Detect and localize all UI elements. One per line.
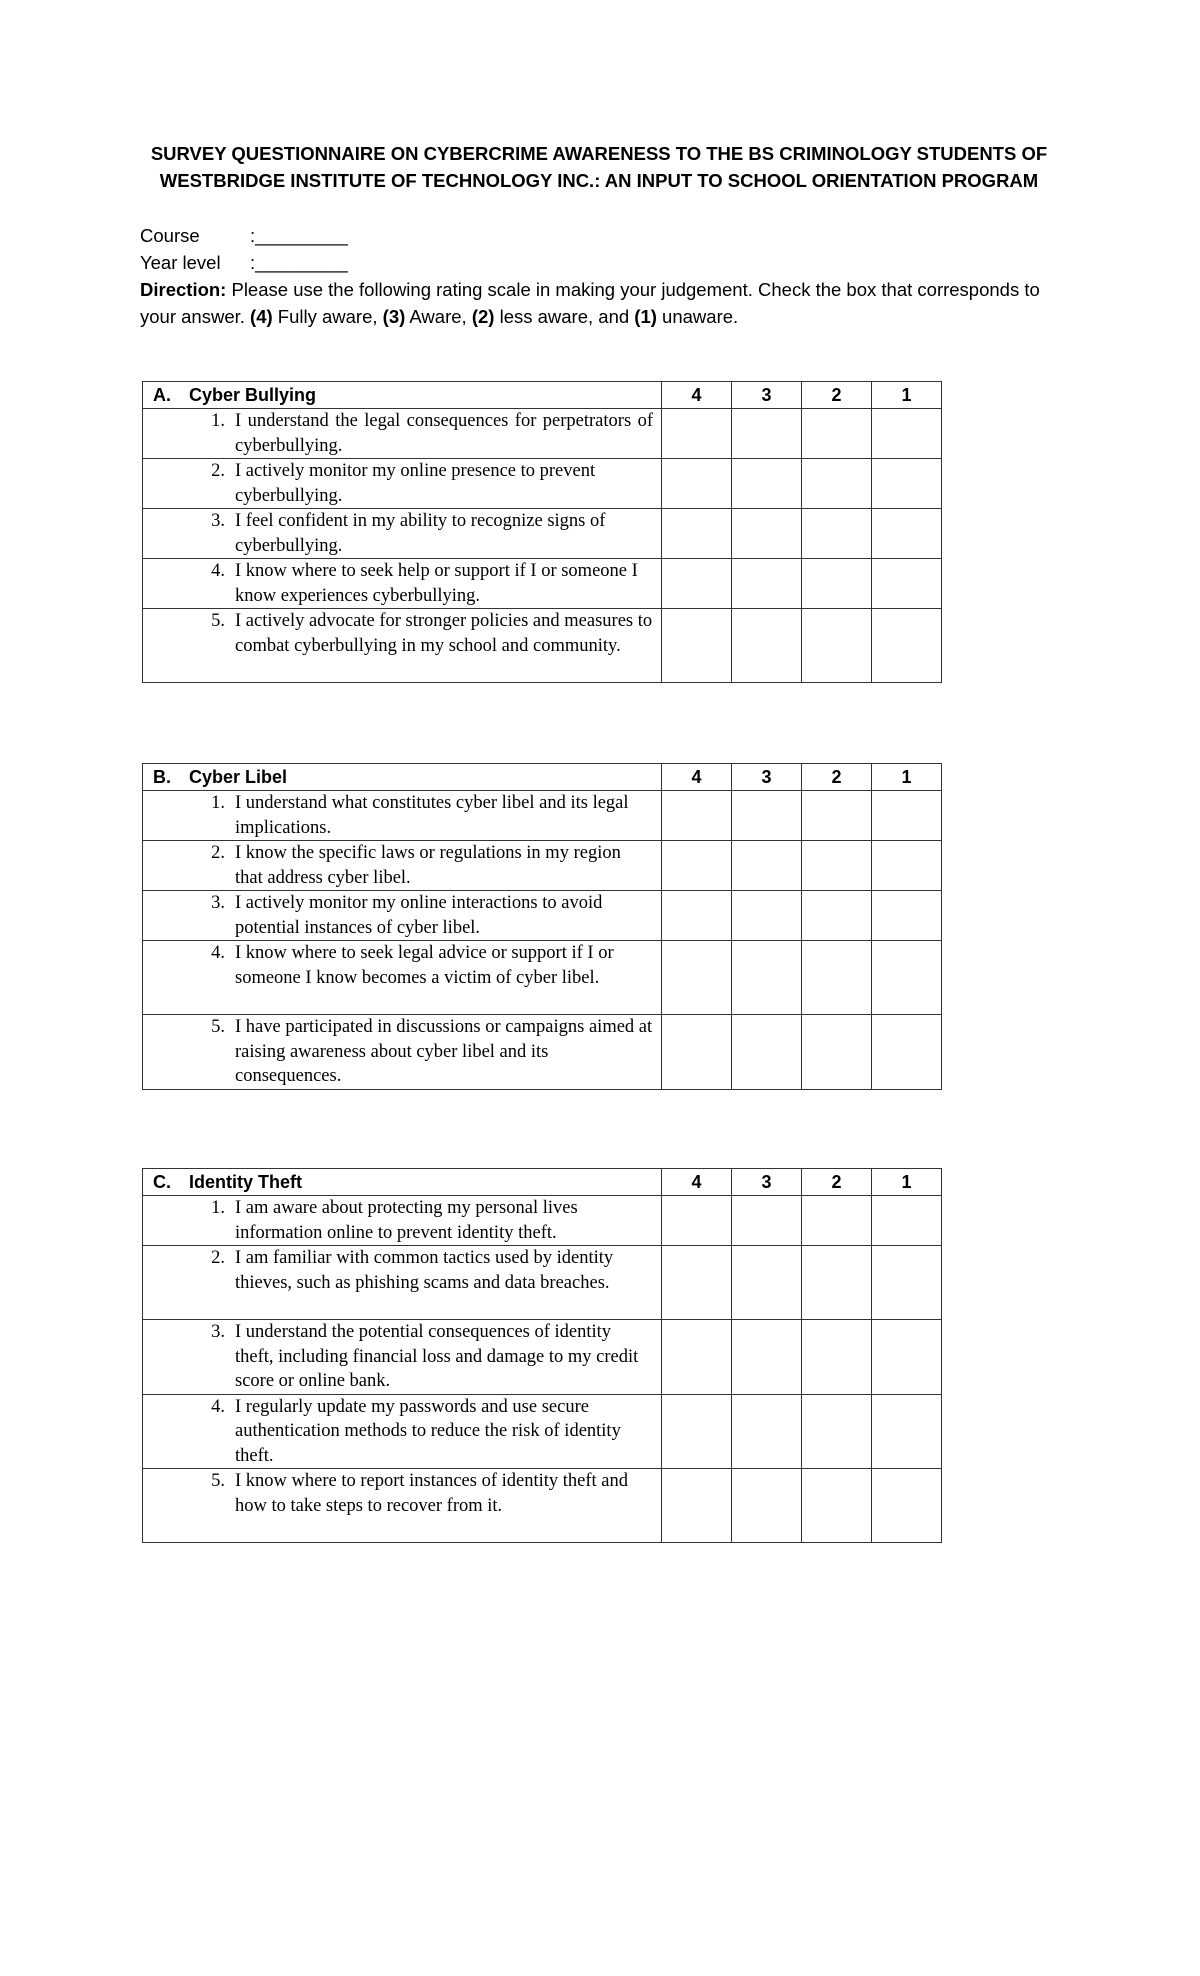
question-number: 4.	[211, 1396, 225, 1417]
rating-box-2[interactable]	[802, 841, 872, 891]
rating-box-4[interactable]	[662, 941, 732, 1015]
rating-box-2[interactable]	[802, 1469, 872, 1543]
rating-box-1[interactable]	[872, 941, 942, 1015]
question-number: 2.	[211, 1248, 225, 1268]
question-number: 3.	[211, 511, 225, 531]
question-text: I know where to report instances of identity theft and how to take steps to recover from it.	[235, 1471, 629, 1516]
scale-3-header: 3	[732, 1169, 802, 1196]
rating-box-1[interactable]	[872, 791, 942, 841]
rating-box-1[interactable]	[872, 1394, 942, 1469]
question-row	[143, 459, 942, 509]
rating-box-3[interactable]	[732, 1196, 802, 1246]
question-number: 4.	[211, 561, 225, 581]
scale-3-header: 3	[732, 764, 802, 791]
section-title-cell: C. Identity Theft	[143, 1169, 662, 1196]
direction-text: Direction: Please use the following rating scale in making your judgement. Check the box that corresponds to your answer. (4) Fully aware, (3) Aware, (2) less aware, and (1) unaware.	[140, 279, 1040, 327]
rating-box-3[interactable]	[732, 941, 802, 1015]
scale-4-header: 4	[662, 382, 732, 409]
rating-box-1[interactable]	[872, 841, 942, 891]
rating-box-1[interactable]	[872, 459, 942, 509]
section-title: Identity Theft	[189, 1172, 302, 1192]
question-text: I understand the potential consequences of identity theft, including financial loss and damage to my credit score or online bank.	[235, 1322, 639, 1391]
rating-box-2[interactable]	[802, 459, 872, 509]
question-row	[143, 941, 942, 1015]
rating-box-1[interactable]	[872, 1469, 942, 1543]
section-title: Cyber Bullying	[189, 385, 317, 405]
rating-box-4[interactable]	[662, 409, 732, 459]
question-number: 3.	[211, 1322, 225, 1342]
rating-box-4[interactable]	[662, 609, 732, 683]
question-text: I have participated in discussions or campaigns aimed at raising awareness about cyber libel and its consequences.	[235, 1017, 653, 1086]
rating-box-2[interactable]	[802, 509, 872, 559]
rating-box-2[interactable]	[802, 941, 872, 1015]
course-label: Course	[140, 225, 200, 246]
question-number: 5.	[211, 1471, 225, 1491]
rating-box-3[interactable]	[732, 891, 802, 941]
question-number: 4.	[211, 943, 225, 963]
scale-2-header: 2	[802, 382, 872, 409]
rating-box-3[interactable]	[732, 841, 802, 891]
rating-box-3[interactable]	[732, 1246, 802, 1320]
rating-box-4[interactable]	[662, 841, 732, 891]
rating-box-4[interactable]	[662, 1015, 732, 1090]
rating-box-3[interactable]	[732, 559, 802, 609]
title-line-1: SURVEY QUESTIONNAIRE ON CYBERCRIME AWARENESS TO THE BS CRIMINOLOGY STUDENTS OF	[150, 143, 1048, 164]
question-text: I actively advocate for stronger policies and measures to combat cyberbullying in my school and community.	[235, 611, 653, 656]
rating-box-3[interactable]	[732, 1015, 802, 1090]
question-row	[143, 1015, 942, 1090]
rating-box-2[interactable]	[802, 609, 872, 683]
rating-box-3[interactable]	[732, 1320, 802, 1395]
rating-box-1[interactable]	[872, 609, 942, 683]
scale-1-header: 1	[872, 764, 942, 791]
rating-box-1[interactable]	[872, 1196, 942, 1246]
question-text: I actively monitor my online interactions to avoid potential instances of cyber libel.	[235, 893, 603, 938]
scale-2-header: 2	[802, 764, 872, 791]
rating-box-4[interactable]	[662, 791, 732, 841]
rating-box-1[interactable]	[872, 1320, 942, 1395]
section-header	[143, 764, 942, 791]
rating-box-3[interactable]	[732, 409, 802, 459]
rating-box-3[interactable]	[732, 459, 802, 509]
rating-box-4[interactable]	[662, 559, 732, 609]
rating-box-2[interactable]	[802, 559, 872, 609]
scale-4-header: 4	[662, 764, 732, 791]
question-row	[143, 791, 942, 841]
question-number: 1.	[211, 1198, 225, 1218]
survey-title	[140, 140, 1058, 194]
question-number: 5.	[211, 611, 225, 631]
rating-box-4[interactable]	[662, 1394, 732, 1469]
section-title-cell: A. Cyber Bullying	[143, 382, 662, 409]
rating-box-4[interactable]	[662, 459, 732, 509]
question-text: I am aware about protecting my personal lives information online to prevent identity theft.	[235, 1198, 578, 1243]
rating-box-2[interactable]	[802, 1196, 872, 1246]
year-level-row	[140, 249, 1040, 276]
rating-box-1[interactable]	[872, 409, 942, 459]
rating-box-2[interactable]	[802, 1320, 872, 1395]
scale-3-header: 3	[732, 382, 802, 409]
year-level-field[interactable]: :_________	[250, 252, 348, 273]
section-header	[143, 382, 942, 409]
question-text: I know where to seek help or support if I or someone I know experiences cyberbullying.	[235, 561, 638, 606]
rating-box-2[interactable]	[802, 1015, 872, 1090]
section-b-table	[142, 763, 942, 1090]
question-number: 1.	[211, 793, 225, 813]
question-row	[143, 409, 942, 459]
question-number: 5.	[211, 1017, 225, 1037]
question-text: I am familiar with common tactics used by identity thieves, such as phishing scams and data breaches.	[235, 1248, 614, 1293]
rating-box-2[interactable]	[802, 1246, 872, 1320]
question-row	[143, 1394, 942, 1469]
rating-box-3[interactable]	[732, 791, 802, 841]
section-c-table	[142, 1168, 942, 1543]
rating-box-4[interactable]	[662, 1469, 732, 1543]
question-text: I know where to seek legal advice or support if I or someone I know becomes a victim of cyber libel.	[235, 943, 614, 988]
question-number: 1.	[211, 411, 225, 431]
question-row	[143, 609, 942, 683]
rating-box-1[interactable]	[872, 509, 942, 559]
rating-box-4[interactable]	[662, 509, 732, 559]
scale-4-header: 4	[662, 1169, 732, 1196]
scale-1-header: 1	[872, 382, 942, 409]
section-a-table	[142, 381, 942, 683]
question-number: 2.	[211, 843, 225, 863]
rating-box-3[interactable]	[732, 509, 802, 559]
question-text: I regularly update my passwords and use secure authentication methods to reduce the risk of identity theft.	[235, 1396, 621, 1466]
rating-box-4[interactable]	[662, 1196, 732, 1246]
section-header	[143, 1169, 942, 1196]
year-level-label: Year level	[140, 252, 221, 273]
course-field[interactable]: :_________	[250, 225, 348, 246]
question-row	[143, 1196, 942, 1246]
scale-1-header: 1	[872, 1169, 942, 1196]
rating-box-2[interactable]	[802, 891, 872, 941]
title-line-2: WESTBRIDGE INSTITUTE OF TECHNOLOGY INC.: AN INPUT TO SCHOOL ORIENTATION PROGRAM	[159, 170, 1039, 191]
rating-box-3[interactable]	[732, 1469, 802, 1543]
question-text: I understand the legal consequences for perpetrators of cyberbullying.	[235, 411, 653, 456]
question-number: 2.	[211, 461, 225, 481]
rating-box-2[interactable]	[802, 1394, 872, 1469]
question-row	[143, 1469, 942, 1543]
course-row	[140, 222, 1040, 249]
rating-box-3[interactable]	[732, 1394, 802, 1469]
question-row	[143, 891, 942, 941]
rating-box-1[interactable]	[872, 1246, 942, 1320]
question-row	[143, 841, 942, 891]
rating-box-2[interactable]	[802, 791, 872, 841]
section-title: Cyber Libel	[189, 767, 288, 787]
question-number: 3.	[211, 893, 225, 913]
respondent-info	[140, 222, 1040, 330]
question-text: I actively monitor my online presence to prevent cyberbullying.	[235, 461, 596, 506]
question-text: I feel confident in my ability to recognize signs of cyberbullying.	[235, 511, 606, 556]
scale-2-header: 2	[802, 1169, 872, 1196]
question-row	[143, 559, 942, 609]
rating-box-4[interactable]	[662, 891, 732, 941]
question-row	[143, 1246, 942, 1320]
rating-box-2[interactable]	[802, 409, 872, 459]
question-text: I know the specific laws or regulations in my region that address cyber libel.	[235, 843, 621, 888]
rating-box-4[interactable]	[662, 1246, 732, 1320]
rating-box-1[interactable]	[872, 891, 942, 941]
direction-label: Direction:	[140, 279, 227, 300]
rating-box-3[interactable]	[732, 609, 802, 683]
rating-box-1[interactable]	[872, 1015, 942, 1090]
rating-box-4[interactable]	[662, 1320, 732, 1395]
section-title-cell: B. Cyber Libel	[143, 764, 662, 791]
question-row	[143, 1320, 942, 1395]
question-row	[143, 509, 942, 559]
question-text: I understand what constitutes cyber libel and its legal implications.	[235, 793, 629, 838]
rating-box-1[interactable]	[872, 559, 942, 609]
